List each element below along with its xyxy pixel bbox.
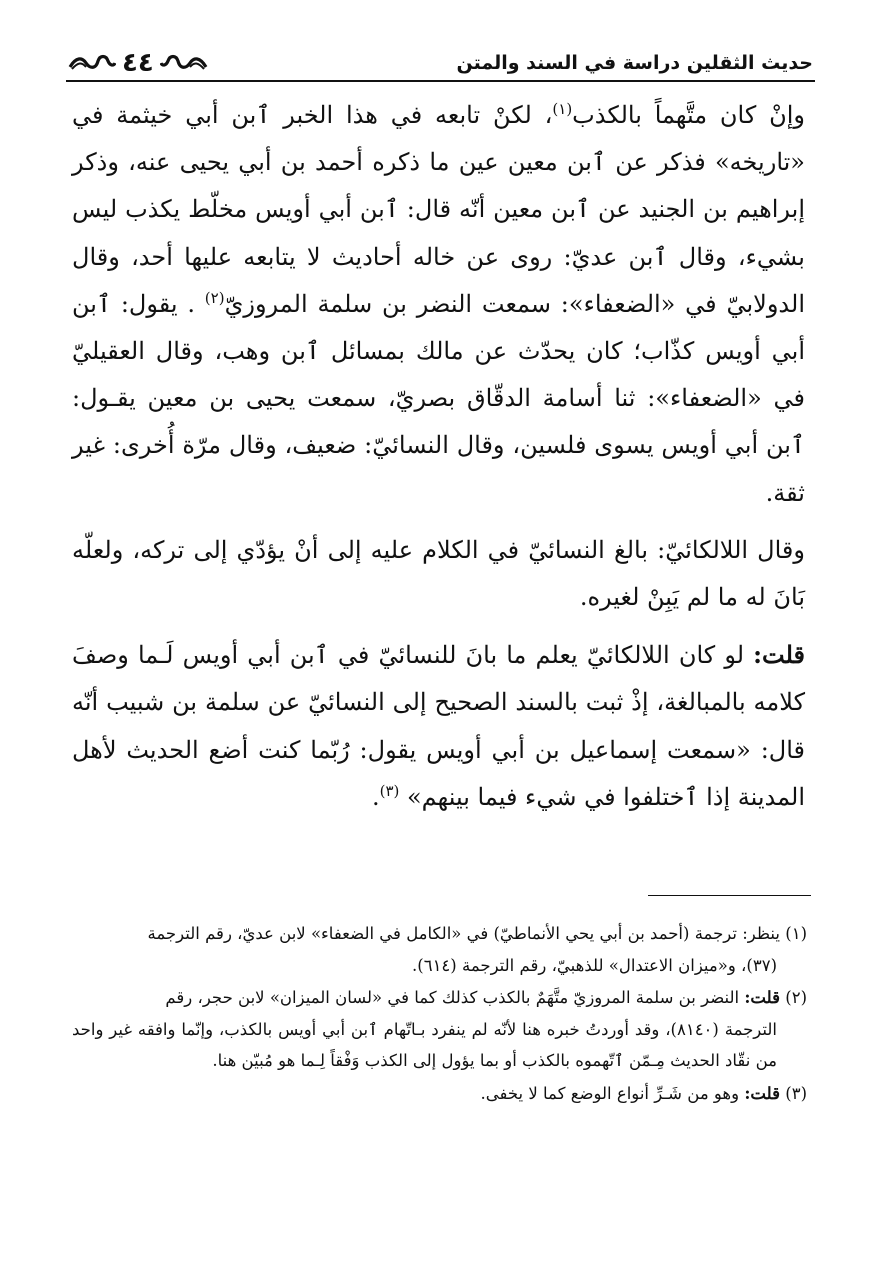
footnote-1-rest: (٣٧)، و«ميزان الاعتدال» للذهبيّ، رقم الترجمة (٦١٤).	[412, 955, 777, 975]
ornament-right-icon	[160, 53, 208, 73]
paragraph-3	[72, 631, 805, 821]
qult-label: قلت:	[753, 640, 805, 670]
footnote-2-qult: قلت:	[744, 988, 780, 1007]
footnote-ref-2[interactable]: (٢)	[204, 288, 225, 307]
page-number-block	[68, 48, 208, 78]
footnote-2-rest: الترجمة (٨١٤٠)، وقد أوردتُ خبره هنا لأنّه لم ينفرد بـاتّهام ٱبن أبي أويس بالكذب، وإنّما وافقه غير واحد من نقّاد الحديث مِـمّن ٱتّهموه بالكذب أو بما يؤول إلى الكذب وَفْقاً لِـما هو مُبيّن هنا.	[72, 1019, 778, 1070]
footnote-3-line1: وهو من شَـرِّ أنواع الوضع كما لا يخفى.	[480, 1083, 745, 1103]
paragraph-1	[72, 92, 805, 517]
footnote-2-line1: النضر بن سلمة المروزيّ متَّهَمٌ بالكذب كذلك كما في «لسان الميزان» لابن حجر، رقم	[165, 988, 745, 1007]
page-number: ٤٤	[122, 48, 154, 78]
paragraph-3-text: لو كان اللالكائيّ يعلم ما بانَ للنسائيّ في ٱبن أبي أويس لَـما وصفَ كلامه بالمبالغة، إذْ ثبت بالسند الصحيح إلى النسائيّ عن سلمة بن شبيب أنّه قال: «سمعت إسماعيل بن أبي أويس يقول: رُبّما كنت أضع الحديث لأهل المدينة إذا ٱختلفوا في شيء فيما بينهم»	[72, 641, 805, 811]
footnote-ref-3[interactable]: (٣)	[379, 781, 400, 800]
footnote-1-line1: ينظر: ترجمة (أحمد بن أبي يحي الأنماطيّ) في «الكامل في الضعفاء» لابن عديّ، رقم الترجمة	[147, 924, 780, 943]
footnote-2	[72, 982, 807, 1077]
paragraph-1-part-c: . يقول: ٱبن أبي أويس كذّاب؛ كان يحدّث عن مالك بمسائل ٱبن وهب، وقال العقيليّ في «الضعفاء»: ثنا أسامة الدقّاق بصريّ، سمعت يحيى بن معين يقـول: ٱبن أبي أويس يسوى فلسين، وقال النسائيّ: ضعيف، وقال مرّة أُخرى: غير ثقة.	[72, 289, 805, 507]
page-header	[68, 36, 813, 78]
footnote-ref-1[interactable]: (١)	[552, 100, 573, 118]
footnote-3-qult: قلت:	[744, 1083, 780, 1103]
paragraph-2: وقال اللالكائيّ: بالغ النسائيّ في الكلام عليه إلى أنْ يؤدّي إلى تركه، ولعلّه بَانَ له ما لم يَبِنْ لغيره.	[72, 535, 805, 612]
running-title: حديث الثقلين دراسة في السند والمتن	[456, 52, 813, 74]
main-text	[72, 92, 805, 821]
footnote-separator	[648, 895, 811, 896]
footnote-1-number: (١)	[785, 924, 807, 943]
footnote-2-number: (٢)	[785, 988, 807, 1007]
header-rule	[66, 80, 815, 82]
ornament-left-icon	[68, 53, 116, 73]
paragraph-1-part-a: وإنْ كان متَّهماً بالكذب	[572, 101, 805, 129]
footnote-1	[72, 918, 807, 981]
paragraph-1-part-b: ، لكنْ تابعه في هذا الخبر ٱبن أبي خيثمة في «تاريخه» فذكر عن ٱبن معين عين ما ذكره أحمد بن أبي يحيى عنه، وذكر إبراهيم بن الجنيد عن ٱبن معين أنّه قال: ٱبن أبي أويس مخلّط يكذب ليس بشيء، وقال ٱبن عديّ: روى عن خاله أحاديث لا يتابعه عليها أحد، وقال الدولابيّ في «الضعفاء»: سمعت النضر بن سلمة المروزيّ	[72, 101, 805, 318]
footnote-3	[72, 1078, 807, 1110]
paragraph-3-end: .	[371, 782, 380, 811]
footnotes	[72, 918, 807, 1110]
footnote-3-number: (٣)	[785, 1083, 807, 1103]
